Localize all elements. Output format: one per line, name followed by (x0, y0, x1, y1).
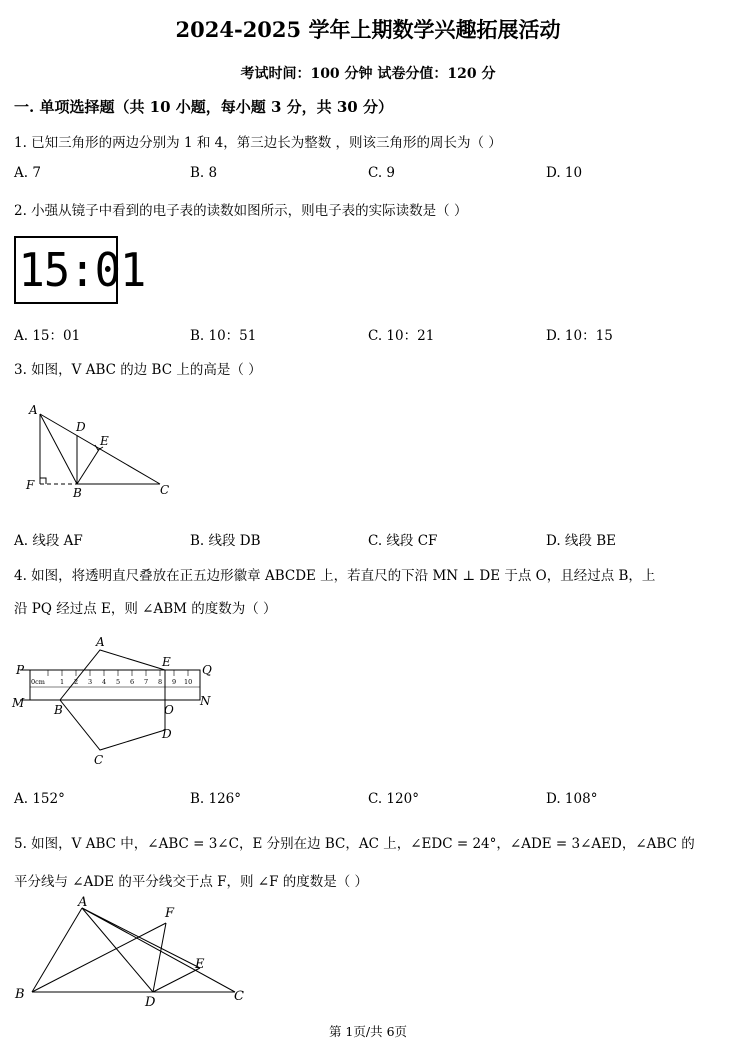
ruler-tick-2: 2 (74, 678, 79, 686)
triangle-figure-q3 (20, 398, 180, 500)
q4-option-b: B. 126° (190, 791, 242, 807)
q5-label-a: A (78, 896, 88, 910)
ruler-unit-label: 0cm (31, 678, 45, 686)
ruler-tick-10: 10 (184, 678, 193, 686)
q4-label-o: O (164, 703, 174, 717)
question-3-text: 3. 如图，V ABC 的边 BC 上的高是（ ） (14, 362, 262, 378)
q5-label-d: D (145, 995, 156, 1010)
q5-label-c: C (234, 989, 244, 1004)
question-4-line1: 4. 如图，将透明直尺叠放在正五边形徽章 ABCDE 上，若直尺的下沿 MN ⊥ DE 于点 O，且经过点 B，上 (14, 568, 656, 584)
question-1-text: 1. 已知三角形的两边分别为 1 和 4，第三边长为整数 ，则该三角形的周长为（ ） (14, 135, 502, 151)
q3-label-d: D (76, 420, 86, 434)
q4-label-e: E (162, 655, 171, 669)
q2-option-a: A. 15：01 (14, 328, 81, 344)
question-4-line2: 沿 PQ 经过点 E，则 ∠ABM 的度数为（ ） (14, 601, 277, 617)
q4-label-n: N (200, 694, 211, 708)
ruler-tick-1: 1 (60, 678, 65, 686)
q3-label-f: F (26, 478, 35, 492)
q3-label-e: E (100, 434, 109, 448)
question-5-line2: 平分线与 ∠ADE 的平分线交于点 F，则 ∠F 的度数是（ ） (14, 874, 369, 890)
q1-option-a: A. 7 (14, 165, 41, 181)
q3-label-c: C (160, 483, 170, 497)
question-5-line1: 5. 如图，V ABC 中，∠ABC = 3∠C，E 分别在边 BC，AC 上，∠EDC = 24°，∠ADE = 3∠AED，∠ABC 的 (14, 836, 695, 852)
q4-label-a: A (96, 635, 105, 649)
q1-option-c: C. 9 (368, 165, 396, 181)
digital-clock-figure (14, 236, 146, 304)
q5-label-e: E (195, 957, 205, 972)
triangle-figure-q5 (10, 896, 260, 1012)
q3-option-c: C. 线段 CF (368, 533, 438, 549)
q4-label-d: D (162, 727, 172, 741)
q4-label-m: M (12, 696, 25, 710)
ruler-tick-7: 7 (144, 678, 149, 686)
page-footer: 第 1页/共 6页 (328, 1024, 408, 1039)
question-2-text: 2. 小强从镜子中看到的电子表的读数如图所示，则电子表的实际读数是（ ） (14, 203, 468, 219)
q2-option-c: C. 10：21 (368, 328, 435, 344)
ruler-tick-6: 6 (130, 678, 135, 686)
q2-option-b: B. 10：51 (190, 328, 257, 344)
q1-option-d: D. 10 (546, 165, 583, 181)
q3-label-b: B (73, 486, 82, 500)
clock-reading: 15:01 (18, 243, 146, 297)
q2-option-d: D. 10：15 (546, 328, 613, 344)
q4-label-b: B (54, 703, 63, 717)
q3-option-a: A. 线段 AF (14, 533, 83, 549)
q4-label-c: C (94, 753, 104, 767)
q5-label-f: F (165, 906, 175, 921)
q4-label-p: P (16, 663, 25, 677)
q5-label-b: B (15, 987, 25, 1002)
q4-label-q: Q (202, 663, 212, 677)
q4-option-a: A. 152° (14, 791, 65, 807)
ruler-tick-5: 5 (116, 678, 121, 686)
exam-info: 考试时间：100 分钟 试卷分值：120 分 (240, 66, 496, 82)
ruler-tick-8: 8 (158, 678, 163, 686)
section-heading: 一. 单项选择题（共 10 小题，每小题 3 分，共 30 分） (14, 98, 393, 116)
q3-option-b: B. 线段 DB (190, 533, 261, 549)
ruler-pentagon-figure-q4 (10, 632, 220, 772)
q1-option-b: B. 8 (190, 165, 218, 181)
page-title: 2024-2025 学年上期数学兴趣拓展活动 (175, 17, 561, 42)
q4-option-c: C. 120° (368, 791, 419, 807)
ruler-tick-3: 3 (88, 678, 93, 686)
ruler-tick-4: 4 (102, 678, 107, 686)
q4-option-d: D. 108° (546, 791, 598, 807)
ruler-tick-9: 9 (172, 678, 177, 686)
q3-option-d: D. 线段 BE (546, 533, 616, 549)
q3-label-a: A (29, 403, 38, 417)
